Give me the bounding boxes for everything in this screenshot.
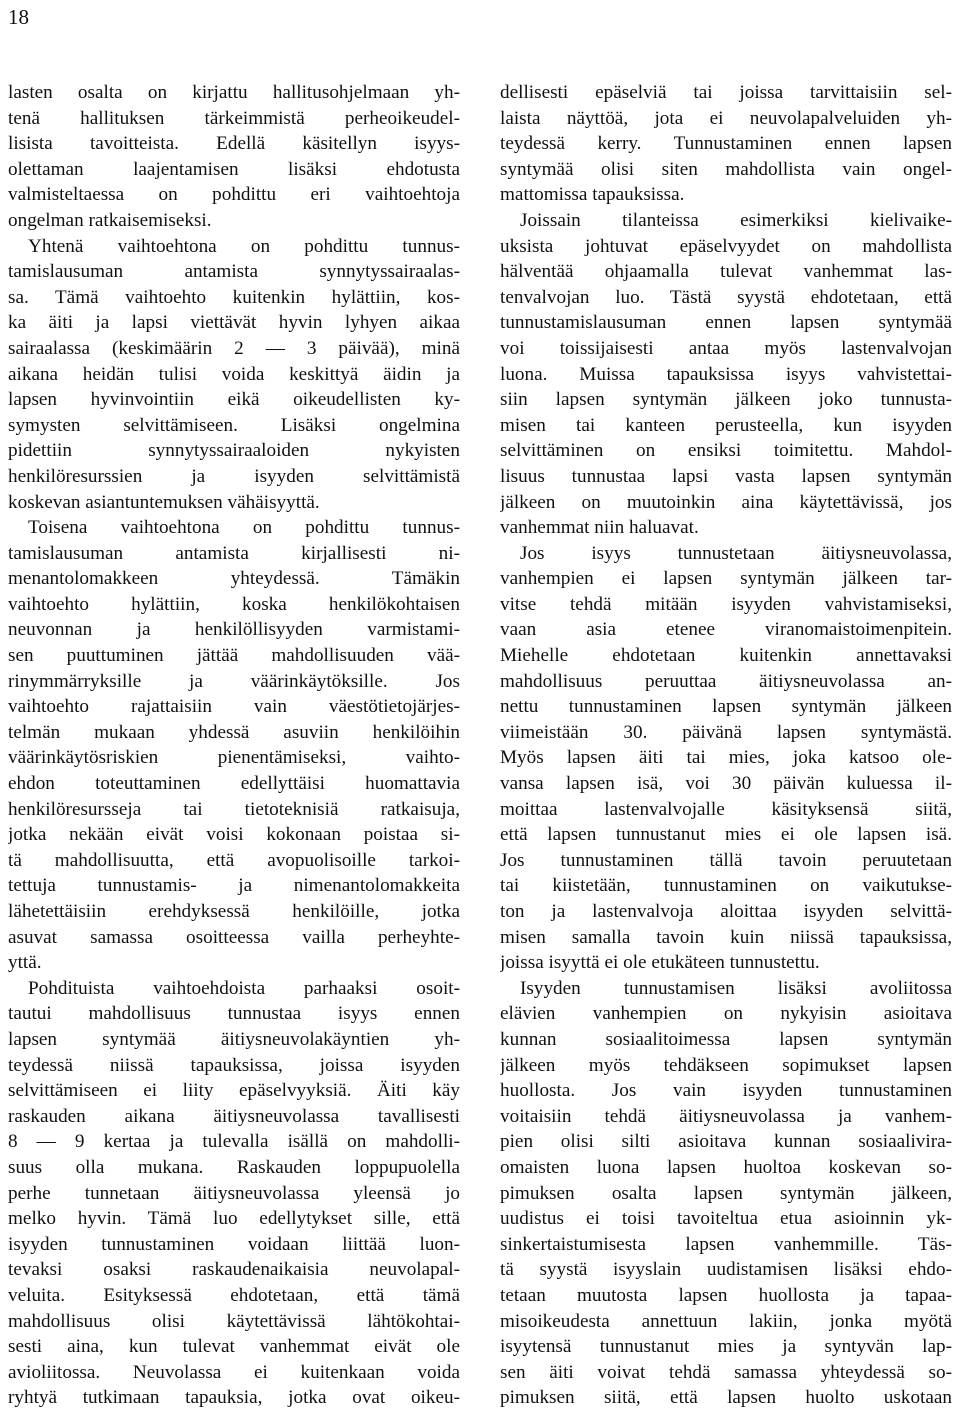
text-line: rinymmärryksille ja väärinkäytöksille. Jos <box>8 670 460 692</box>
text-line: isyytensä tunnustanut mies ja syntyvän lap- <box>500 1336 952 1358</box>
text-line: vaihtoehto hylättiin, koska henkilökohtaisen <box>8 593 460 615</box>
text-line: tautui mahdollisuus tunnustaa isyys ennen <box>8 1003 460 1025</box>
text-line: valmisteltaessa on pohdittu eri vaihtoehtoja <box>8 184 460 206</box>
text-line: misoikeudesta annettuun lakiin, jonka myötä <box>500 1310 952 1332</box>
text-line: mattomissa tapauksissa. <box>500 184 685 206</box>
text-line: Miehelle ehdotetaan kuitenkin annettavaksi <box>500 645 952 667</box>
text-line: olettaman laajentamisen lisäksi ehdotusta <box>8 158 460 180</box>
text-line: luona. Muissa tapauksissa isyys vahvistettai- <box>500 363 952 385</box>
text-line: lasten osalta on kirjattu hallitusohjelmaan yh- <box>8 82 460 103</box>
text-line: avioliitossa. Neuvolassa ei kuitenkaan voida <box>8 1361 460 1383</box>
text-line: yttä. <box>8 952 42 974</box>
text-line: melko hyvin. Tämä luo edellytykset sille, että <box>8 1208 460 1230</box>
text-line: pimuksen siitä, että lapsen huolto uskotaan <box>500 1387 952 1409</box>
text-line: selvittämiseen ei liity epäselvyyksiä. Äiti käy <box>8 1080 460 1102</box>
text-line: lapsen syntymää äitiysneuvolakäyntien yh- <box>8 1028 460 1050</box>
text-line: misen tai kanteen perusteella, kun isyyden <box>500 414 952 436</box>
text-line: pien olisi silti asioitava kunnan sosiaalivira- <box>500 1131 952 1153</box>
text-line: uksista johtuvat epäselvyydet on mahdollista <box>500 235 952 257</box>
text-line: tä mahdollisuutta, että avopuolisoille tarkoi- <box>8 849 460 871</box>
text-line: neuvonnan ja henkilöllisyyden varmistami- <box>8 619 460 641</box>
text-line: vaihtoehto rajattaisiin vain väestötietojärjes- <box>8 696 460 718</box>
text-line: vitse tehdä mitään isyyden vahvistamiseksi, <box>500 593 952 615</box>
text-line: isyyden tunnustaminen voidaan liittää luon- <box>8 1233 460 1255</box>
text-line: moittaa lastenvalvojalle käsityksensä siitä, <box>500 798 952 820</box>
text-line: elävien vanhempien on nykyisin asioitava <box>500 1003 952 1025</box>
text-line: sen puuttuminen jättää mahdollisuuden vää- <box>8 645 460 667</box>
text-line: tamislausuman antamista kirjallisesti ni- <box>8 542 460 564</box>
text-line: viimeistään 30. päivänä lapsen syntymästä. <box>500 721 952 743</box>
text-line: laista näyttöä, jota ei neuvolapalveluiden yh- <box>500 107 952 129</box>
right-column <box>500 80 952 1411</box>
text-line: veluita. Esityksessä ehdotetaan, että tämä <box>8 1284 460 1306</box>
text-line: tunnustamislausuman ennen lapsen syntymää <box>500 312 952 334</box>
text-line: menantolomakkeen yhteydessä. Tämäkin <box>8 568 460 590</box>
text-line: Toisena vaihtoehtona on pohdittu tunnus- <box>28 517 460 539</box>
text-line: omaisten luona lapsen huoltoa koskevan so- <box>500 1156 952 1178</box>
text-line: selvittäminen on ensiksi toimitettu. Mahdol- <box>500 440 952 462</box>
text-line: koskevan asiantuntemuksen vähäisyyttä. <box>8 491 320 513</box>
text-line: perhe tunnetaan äitiysneuvolassa yleensä jo <box>8 1182 460 1204</box>
text-line: asuvat samassa osoitteessa vailla perheyhte- <box>8 926 460 948</box>
text-line: hälventää ohjaamalla tulevat vanhemmat las- <box>500 261 952 283</box>
text-line: siin lapsen syntymän jälkeen joko tunnusta- <box>500 389 952 411</box>
text-line: sairaalassa (keskimäärin 2 — 3 päivää), minä <box>8 337 460 359</box>
left-column <box>8 80 460 1411</box>
text-line: pimuksen osalta lapsen syntymän jälkeen, <box>500 1182 952 1204</box>
text-line: Jos isyys tunnustetaan äitiysneuvolassa, <box>520 542 952 564</box>
text-line: voi toissijaisesti antaa myös lastenvalvojan <box>500 337 952 359</box>
text-line: jälkeen on muutoinkin aina käytettävissä, jos <box>500 491 952 513</box>
text-line: voitaisiin tehdä äitiysneuvolassa ja vanhem- <box>500 1105 952 1127</box>
text-line: syntymää olisi siten mahdollista vain ongel- <box>500 158 952 180</box>
text-line: aikana heidän tulisi voida keskittyä äidin ja <box>8 363 460 385</box>
text-line: mahdollisuus olisi käytettävissä lähtökohtai- <box>8 1310 460 1332</box>
text-line: huollosta. Jos vain isyyden tunnustaminen <box>500 1080 952 1102</box>
text-line: Pohdituista vaihtoehdoista parhaaksi osoit- <box>28 977 460 999</box>
text-line: 8 — 9 kertaa ja tulevalla isällä on mahdolli- <box>8 1131 460 1153</box>
text-line: teydessä kerry. Tunnustaminen ennen lapsen <box>500 133 952 155</box>
text-line: raskauden aikana äitiysneuvolassa tavallisesti <box>8 1105 460 1127</box>
text-line: tenvalvojan luo. Tästä syystä ehdotetaan, että <box>500 286 952 308</box>
text-line: vanhemmat niin haluavat. <box>500 517 699 539</box>
text-line: lisuus tunnustaa lapsi vasta lapsen syntymän <box>500 465 952 487</box>
text-line: väärinkäytösriskien pienentämiseksi, vaihto- <box>8 747 460 769</box>
text-line: tevaksi osaksi raskaudenaikaisia neuvolapal- <box>8 1259 460 1281</box>
text-line: tettuja tunnustamis- ja nimenantolomakkeita <box>8 875 460 897</box>
text-line: sa. Tämä vaihtoehto kuitenkin hylättiin, kos- <box>8 286 460 308</box>
text-line: nettu tunnustaminen lapsen syntymän jälkeen <box>500 696 952 718</box>
text-line: lapsen hyvinvointiin eikä oikeudellisten ky- <box>8 389 460 411</box>
text-line: sen äiti voivat tehdä samassa yhteydessä so- <box>500 1361 952 1383</box>
text-line: Yhtenä vaihtoehtona on pohdittu tunnus- <box>28 235 460 257</box>
text-line: symysten selvittämiseen. Lisäksi ongelmina <box>8 414 460 436</box>
text-line: jälkeen myös tehdäkseen sopimukset lapsen <box>500 1054 952 1076</box>
text-line: henkilöresurssien ja isyyden selvittämistä <box>8 465 460 487</box>
text-line: tä syystä isyyslain uudistamisen lisäksi ehdo- <box>500 1259 952 1281</box>
text-line: Isyyden tunnustamisen lisäksi avoliitossa <box>520 977 952 999</box>
text-line: telmän mukaan yhdessä asuviin henkilöihin <box>8 721 460 743</box>
text-line: ongelman ratkaisemiseksi. <box>8 209 212 231</box>
text-line: misen samalla tavoin kuin niissä tapauksissa, <box>500 926 952 948</box>
text-line: sesti aina, kun tulevat vanhemmat eivät ole <box>8 1336 460 1358</box>
text-line: teydessä niissä tapauksissa, joissa isyyden <box>8 1054 460 1076</box>
text-line: pidettiin synnytyssairaaloiden nykyisten <box>8 440 460 462</box>
text-line: ryhtyä tutkimaan tapauksia, jotka ovat oikeu- <box>8 1387 460 1409</box>
text-line: uudistus ei toisi tavoiteltua etua asioinnin yk- <box>500 1208 952 1230</box>
text-line: ehdon toteuttaminen edellyttäisi huomattavia <box>8 773 460 795</box>
text-line: tetaan muutosta lapsen huollosta ja tapaa- <box>500 1284 952 1306</box>
text-line: että lapsen tunnustanut mies ei ole lapsen isä. <box>500 824 952 846</box>
text-line: vanhempien ei lapsen syntymän jälkeen tar- <box>500 568 952 590</box>
text-line: Jos tunnustaminen tällä tavoin peruutetaan <box>500 849 952 871</box>
text-line: tamislausuman antamista synnytyssairaalas- <box>8 261 460 283</box>
text-line: vaan asia etenee viranomaistoimenpitein. <box>500 619 952 641</box>
text-line: Joissain tilanteissa esimerkiksi kielivaike- <box>520 209 952 231</box>
text-line: suus olla mukana. Raskauden loppupuolella <box>8 1156 460 1178</box>
text-line: jotka nekään eivät voisi kokonaan poistaa si- <box>8 824 460 846</box>
text-line: vansa lapsen isä, voi 30 päivän kuluessa il- <box>500 773 952 795</box>
text-line: lähetettäisiin erehdyksessä henkilöille, jotka <box>8 901 460 922</box>
text-line: joissa isyyttä ei ole etukäteen tunnustettu. <box>500 952 820 974</box>
text-line: sinkertaistumisesta lapsen vanhemmille. Täs- <box>500 1233 952 1255</box>
text-line: ton ja lastenvalvoja aloittaa isyyden selvittä- <box>500 901 952 922</box>
text-line: tenä hallituksen tärkeimmistä perheoikeudel- <box>8 107 460 129</box>
text-line: tai kiistetään, tunnustaminen on vaikutukse- <box>500 875 952 897</box>
text-line: kunnan sosiaalitoimessa lapsen syntymän <box>500 1028 952 1050</box>
page-number: 18 <box>8 5 29 29</box>
text-line: lisista tavoitteista. Edellä käsitellyn isyys- <box>8 133 460 155</box>
text-line: Myös lapsen äiti tai mies, joka katsoo ole- <box>500 747 952 769</box>
text-line: mahdollisuus peruuttaa äitiysneuvolassa an- <box>500 670 952 692</box>
text-line: ka äiti ja lapsi viettävät hyvin lyhyen aikaa <box>8 312 460 334</box>
text-line: henkilöresursseja tai tietoteknisiä ratkaisuja, <box>8 798 460 820</box>
text-line: dellisesti epäselviä tai joissa tarvittaisiin sel- <box>500 82 952 103</box>
